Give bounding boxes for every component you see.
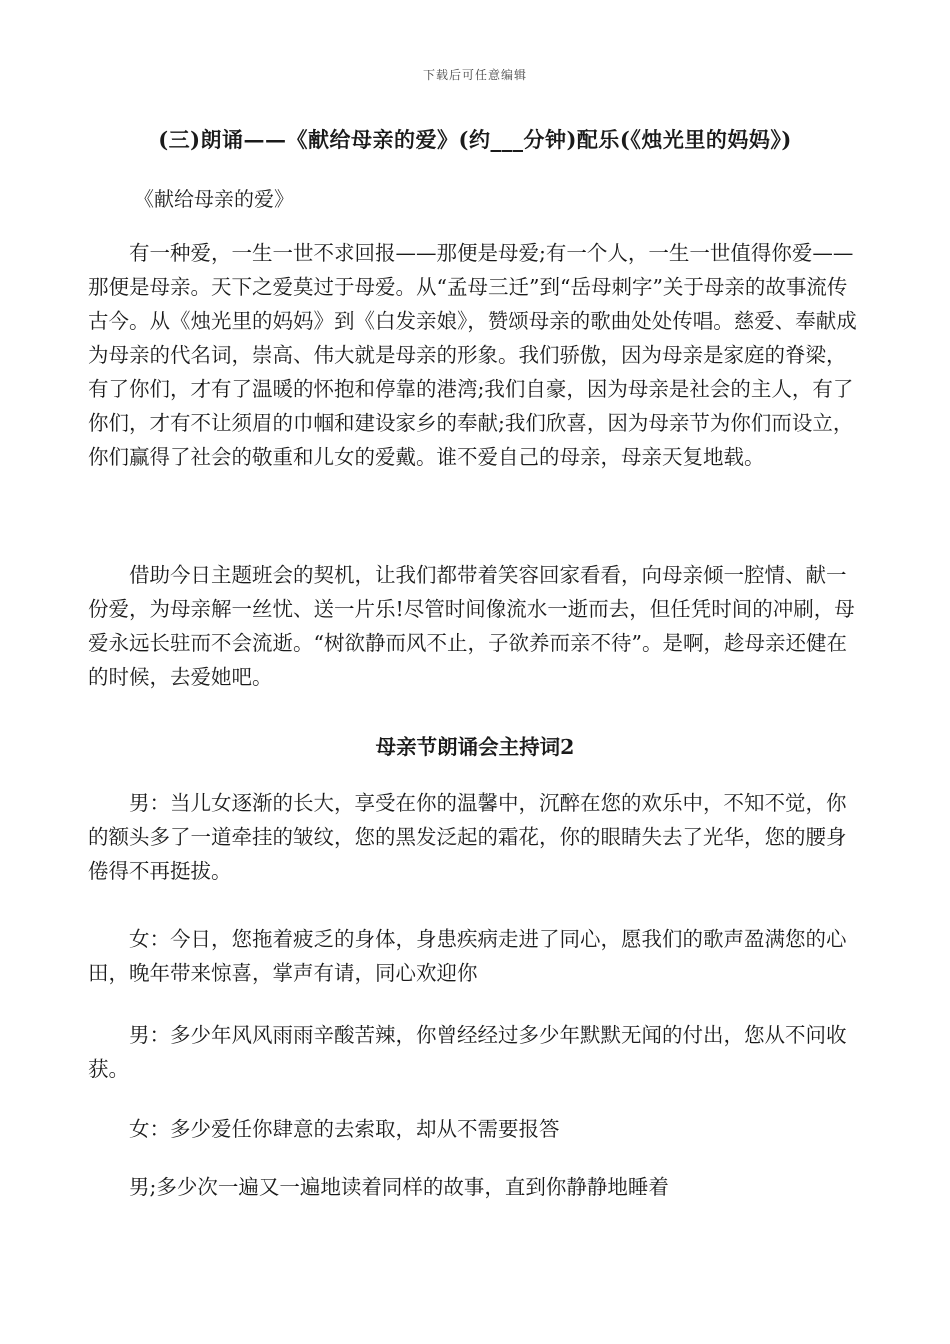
dialogue-line-5 [88,1170,863,1204]
dialogue-line-2 [88,922,863,990]
dialogue-text: 男：多少年风风雨雨辛酸苦辣，你曾经经过多少年默默无闻的付出，您从不问收获。 [88,1023,847,1081]
paragraph-text: 有一种爱，一生一世不求回报——那便是母爱;有一个人，一生一世值得你爱——那便是母亲。天下之爱莫过于母爱。从“孟母三迁”到“岳母刺字”关于母亲的故事流传古今。从《烛光里的妈妈》到《白发亲娘》，赞颂母亲的歌曲处处传唱。慈爱、奉献成为母亲的代名词，崇高、伟大就是母亲的形象。我们骄傲，因为母亲是家庭的脊梁，有了你们，才有了温暖的怀抱和停靠的港湾;我们自豪，因为母亲是社会的主人，有了你们，才有不让须眉的巾帼和建设家乡的奉献;我们欣喜，因为母亲节为你们而设立，你们赢得了社会的敬重和儿女的爱戴。谁不爱自己的母亲，母亲天复地载。 [88,241,857,469]
paragraph-1 [88,236,863,474]
poem-title: 《献给母亲的爱》 [134,187,294,211]
dialogue-text: 女：今日，您拖着疲乏的身体，身患疾病走进了同心，愿我们的歌声盈满您的心田，晚年带来惊喜，掌声有请，同心欢迎你 [88,927,847,985]
dialogue-line-1 [88,786,863,888]
page-header: 下载后可任意编辑 [422,68,527,82]
dialogue-text: 男;多少次一遍又一遍地读着同样的故事，直到你静静地睡着 [129,1175,669,1199]
second-title: 母亲节朗诵会主持词2 [375,735,575,759]
paragraph-2 [88,558,863,694]
dialogue-line-3 [88,1018,863,1086]
paragraph-text: 借助今日主题班会的契机，让我们都带着笑容回家看看，向母亲倾一腔情、献一份爱，为母亲解一丝忧、送一片乐!尽管时间像流水一逝而去，但任凭时间的冲刷，母爱永远长驻而不会流逝。“树欲静而风不止，子欲养而亲不待”。是啊，趁母亲还健在的时候，去爱她吧。 [88,563,855,689]
section-title: (三)朗诵——《献给母亲的爱》(约___分钟)配乐(《烛光里的妈妈》) [158,127,792,152]
dialogue-text: 男：当儿女逐渐的长大，享受在你的温馨中，沉醉在您的欢乐中，不知不觉，你的额头多了一道牵挂的皱纹，您的黑发泛起的霜花，你的眼睛失去了光华，您的腰身倦得不再挺拔。 [88,791,847,883]
dialogue-text: 女：多少爱任你肆意的去索取，却从不需要报答 [129,1117,560,1141]
dialogue-line-4 [88,1112,863,1146]
